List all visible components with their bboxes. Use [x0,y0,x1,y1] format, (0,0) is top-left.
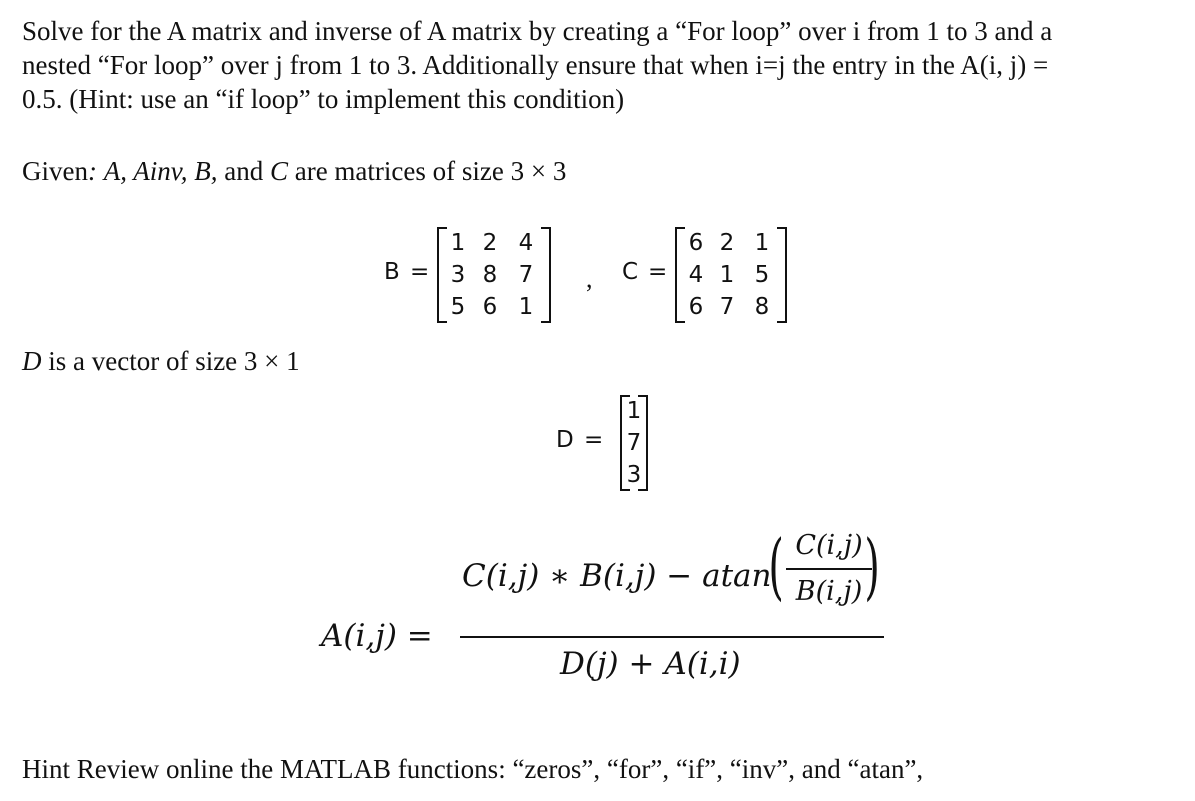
bracket-serif [439,227,447,229]
formula-lhs: A(i,j) = [321,618,433,654]
atan-inner-denominator: B(i,j) [795,576,863,607]
bracket-serif [638,489,646,491]
vector-d [620,395,648,491]
given-rest: are matrices of size 3 × 3 [287,156,567,186]
matrix-cell: 8 [482,262,498,288]
matrix-cell: 1 [450,230,466,256]
vector-d-equals: = [584,427,604,453]
given-line [22,154,566,188]
matrix-cell: 3 [450,262,466,288]
given-colon: : [87,156,97,186]
bracket-serif [541,227,549,229]
atan-inner-numerator: C(i,j) [795,530,863,561]
bracket-serif [677,321,685,323]
matrix-cell: 4 [518,230,534,256]
problem-line-3: 0.5. (Hint: use an “if loop” to implement this condition) [22,84,625,114]
given-prefix: Given [22,156,88,186]
matrix-cell: 7 [719,294,735,320]
hint-line: Hint Review online the MATLAB functions: “zeros”, “for”, “if”, “inv”, and “atan”, [22,754,924,784]
matrix-cell: 3 [626,462,642,488]
bracket-serif [622,489,630,491]
right-paren: ) [864,524,880,608]
matrix-cell: 6 [688,230,704,256]
left-paren: ( [768,524,784,608]
given-var-c: C [269,156,288,186]
main-fraction-line [460,636,884,638]
matrix-cell: 2 [482,230,498,256]
formula-denominator: D(j) + A(i,i) [560,646,741,682]
matrix-cell: 7 [518,262,534,288]
matrix-cell: 2 [719,230,735,256]
matrix-cell: 8 [754,294,770,320]
given-and: and [217,156,270,186]
problem-line-1: Solve for the A matrix and inverse of A matrix by creating a “For loop” over i from 1 to 3 and a [22,16,1053,46]
problem-line-2: nested “For loop” over j from 1 to 3. Additionally ensure that when i=j the entry in the A(i, j) = [22,50,1049,80]
formula-numerator: C(i,j) ∗ B(i,j) − atan [462,558,772,594]
matrix-cell: 6 [688,294,704,320]
atan-inner-fraction-line [786,568,872,570]
matrix-cell: 1 [719,262,735,288]
bracket-serif [439,321,447,323]
matrix-c-equals: = [648,259,668,285]
d-rest: is a vector of size 3 × 1 [41,346,300,376]
matrix-c-label: C [622,259,639,285]
matrix-cell: 5 [450,294,466,320]
matrix-cell: 4 [688,262,704,288]
bracket-serif [622,395,630,397]
matrix-cell: 5 [754,262,770,288]
bracket-serif [777,227,785,229]
bracket-serif [638,395,646,397]
matrix-cell: 7 [626,430,642,456]
problem-statement [22,14,1182,116]
matrix-cell: 1 [754,230,770,256]
bracket-serif [541,321,549,323]
d-var: D [22,346,42,376]
given-vars: A, Ainv, B, [103,156,218,186]
d-description [22,344,300,378]
matrix-comma: , [586,264,593,293]
matrix-b-equals: = [410,259,430,285]
bracket-serif [777,321,785,323]
matrix-cell: 1 [626,398,642,424]
matrix-b-label: B [384,259,400,285]
matrix-cell: 6 [482,294,498,320]
bracket-serif [677,227,685,229]
matrix-c [675,227,787,323]
matrix-b [437,227,551,323]
vector-d-label: D [556,427,574,453]
matrix-cell: 1 [518,294,534,320]
